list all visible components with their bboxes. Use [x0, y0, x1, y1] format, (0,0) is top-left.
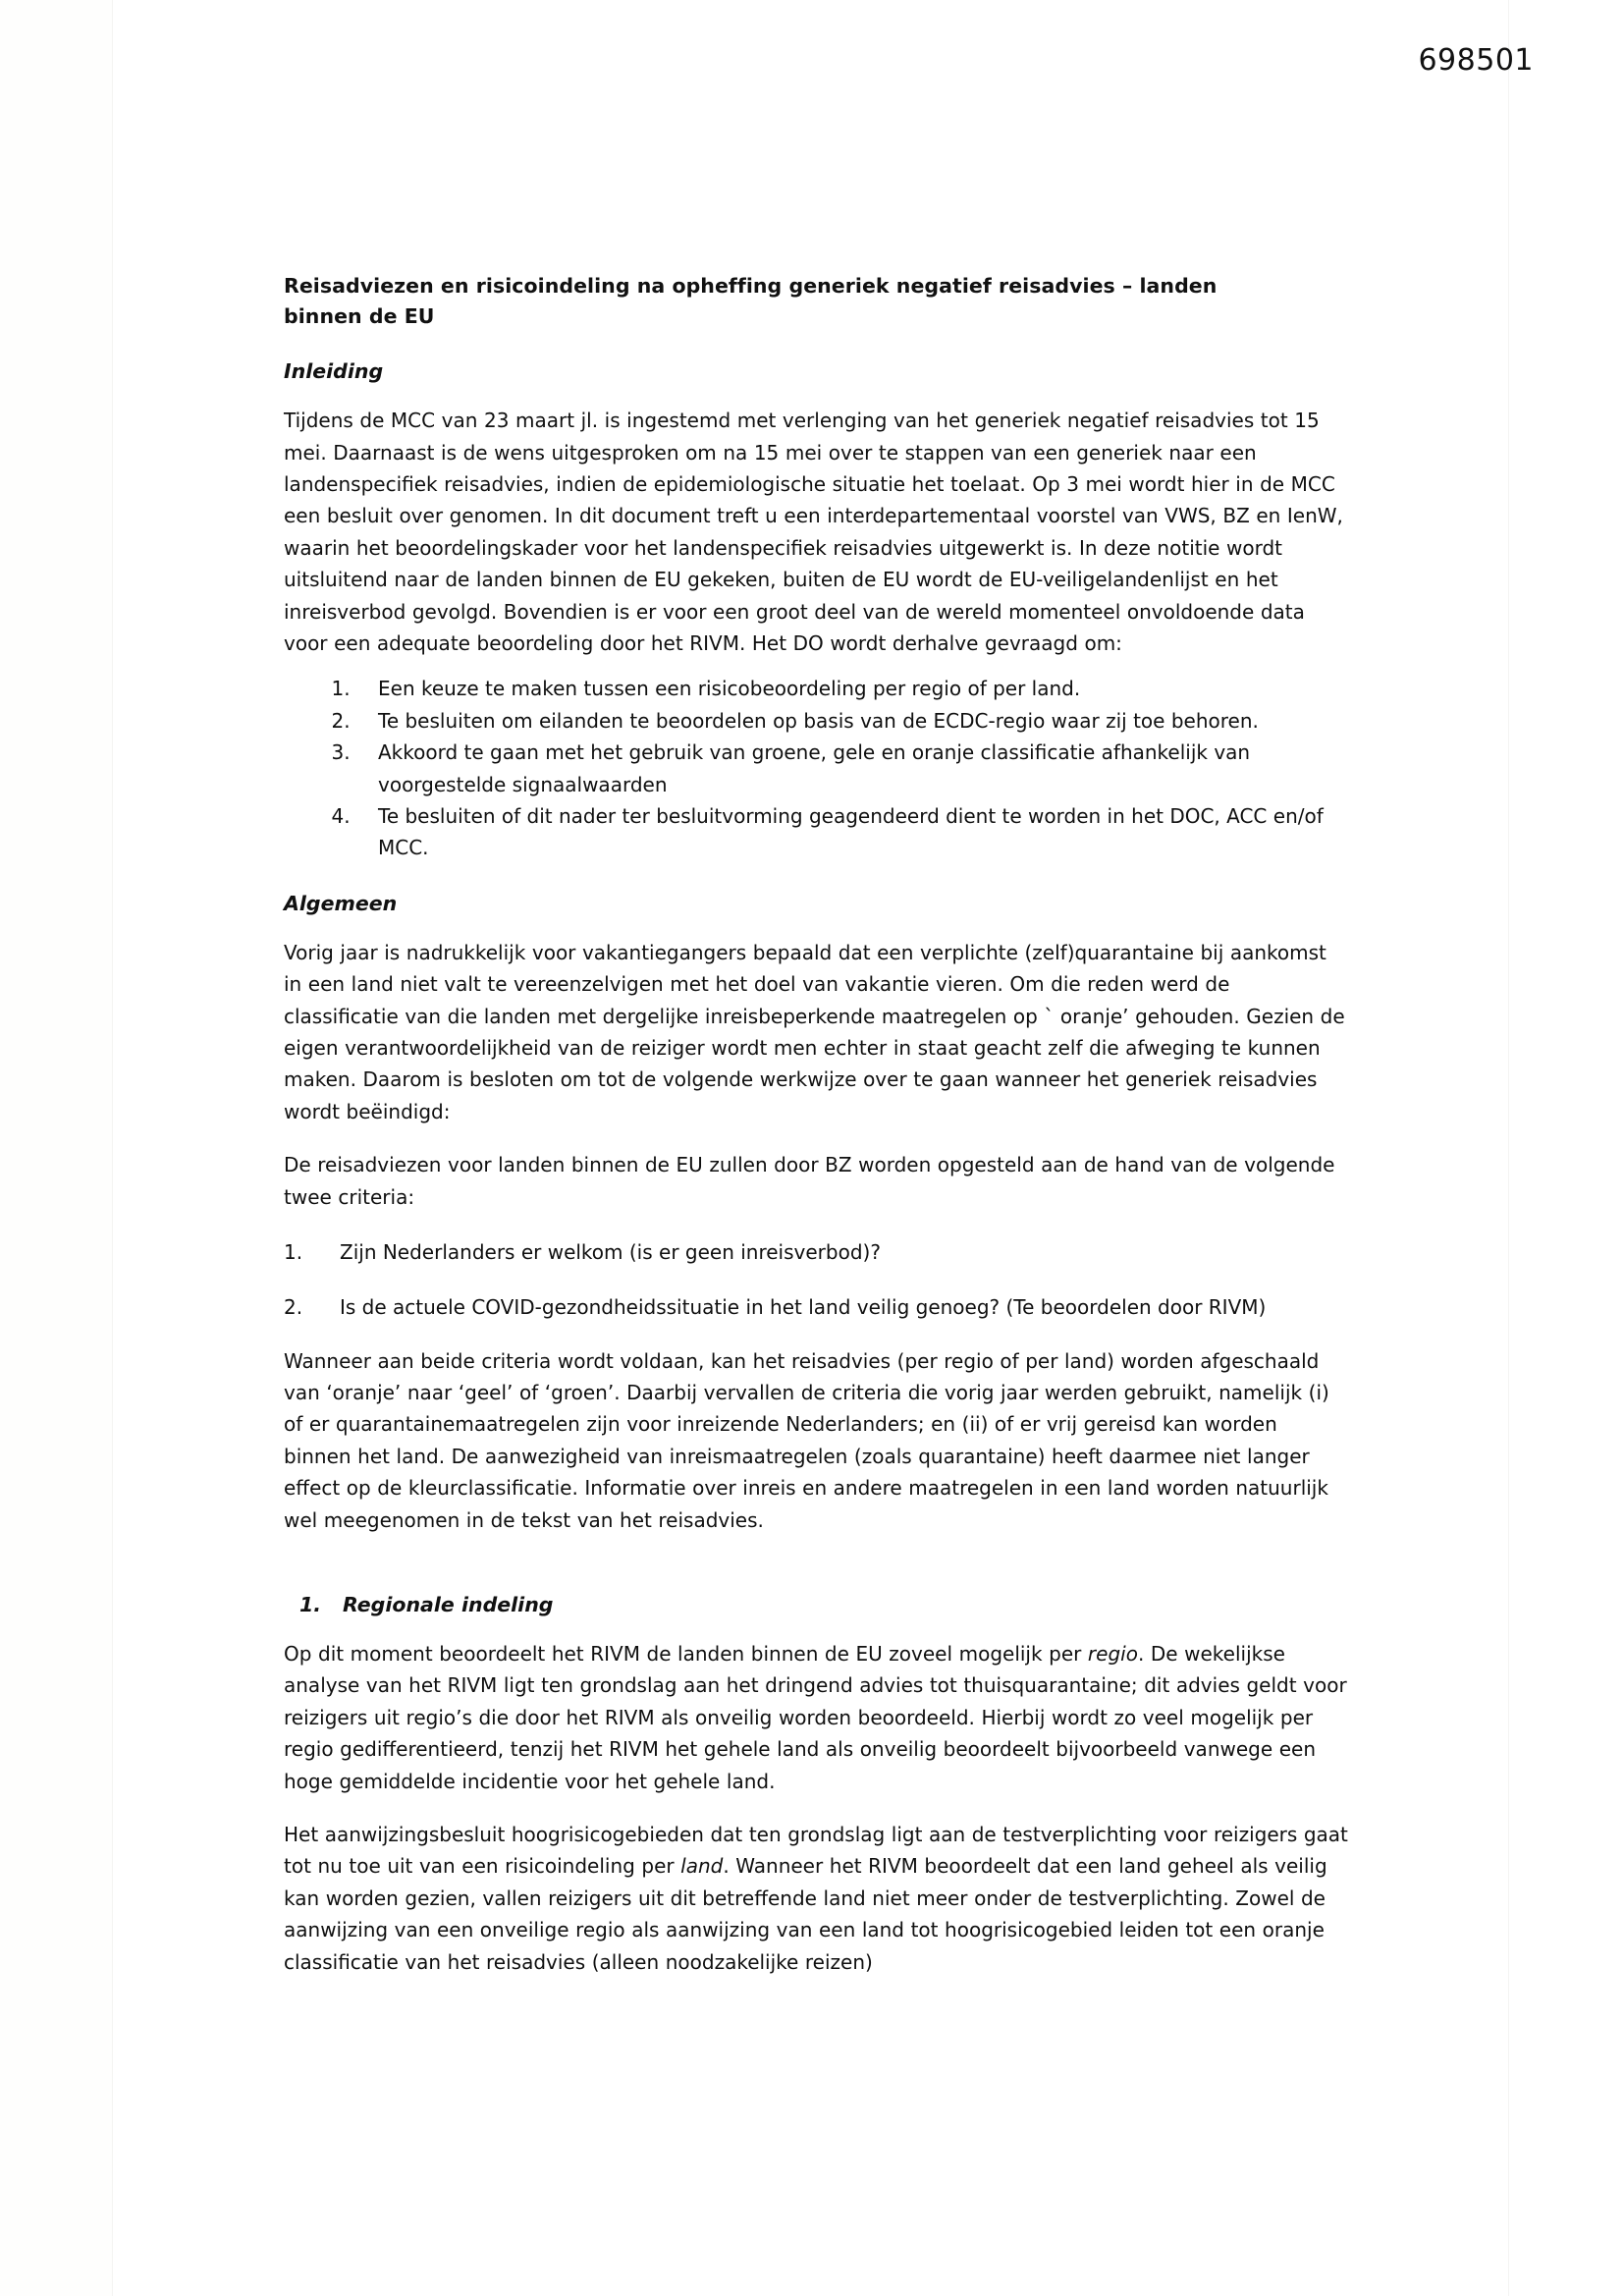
- section-heading-regionale-indeling: [284, 1593, 1350, 1616]
- regionale-paragraph-2-part-b: . Wanneer het RIVM beoordeelt dat een land geheel als veilig kan worden gezien, vallen reizigers uit dit betreffende land niet meer onder de testverplichting. Zowel de aanwijzing van een onveilige regio als aanwijzing van een land tot hoogrisicogebied leiden tot een oranje classificatie van het reisadvies (alleen noodzakelijke reizen): [284, 1854, 1327, 1974]
- criterion-text: Zijn Nederlanders er welkom (is er geen inreisverbod)?: [340, 1239, 881, 1264]
- section-number: 1.: [299, 1593, 322, 1617]
- page-title: Reisadviezen en risicoindeling na opheffing generiek negatief reisadvies – landen binnen de EU: [284, 274, 1218, 329]
- regionale-paragraph-2: [284, 1819, 1350, 1978]
- list-item: 3. Akkoord te gaan met het gebruik van groene, gele en oranje classificatie afhankelijk van voorgestelde signaalwaarden: [356, 737, 1350, 800]
- regionale-paragraph-1: [284, 1638, 1350, 1797]
- list-item: 2. Te besluiten om eilanden te beoordelen op basis van de ECDC-regio waar zij toe behoren.: [356, 705, 1350, 737]
- criterion-text: Is de actuele COVID-gezondheidssituatie in het land veilig genoeg? (Te beoordelen door RIVM): [340, 1295, 1267, 1320]
- document-body: [284, 271, 1350, 1978]
- regionale-paragraph-2-emphasis: land: [680, 1854, 724, 1879]
- scan-margin-tint: [0, 0, 112, 2296]
- document-header-number: 698501: [1418, 43, 1534, 78]
- algemeen-paragraph-2: De reisadviezen voor landen binnen de EU zullen door BZ worden opgesteld aan de hand van de volgende twee criteria:: [284, 1153, 1335, 1209]
- section-heading-algemeen: Algemeen: [284, 891, 398, 915]
- regionale-paragraph-2-part-a: Het aanwijzingsbesluit hoogrisicogebieden dat ten grondslag ligt aan de testverplichting voor reizigers gaat tot nu toe uit van een risicoindeling per: [284, 1822, 1348, 1879]
- regionale-paragraph-1-emphasis: regio: [1087, 1642, 1138, 1667]
- criterion-number: 1.: [284, 1239, 303, 1264]
- list-item: 4. Te besluiten of dit nader ter besluitvorming geagendeerd dient te worden in het DOC, ACC en/of MCC.: [356, 800, 1350, 864]
- regionale-paragraph-1-part-b: . De wekelijkse analyse van het RIVM ligt ten grondslag aan het dringend advies tot thuisquarantaine; dit advies geldt voor reizigers uit regio’s die door het RIVM als onveilig worden beoordeeld. Hierbij wordt zo veel mogelijk per regio gedifferentieerd, tenzij het RIVM het gehele land als onveilig beoordeelt bijvoorbeeld vanwege een hoge gemiddelde incidentie voor het gehele land.: [284, 1642, 1347, 1793]
- inleiding-request-list: [284, 673, 1350, 863]
- list-item: 1. Een keuze te maken tussen een risicobeoordeling per regio of per land.: [356, 673, 1350, 704]
- criterion-item-2: [284, 1291, 1350, 1323]
- criterion-item-1: [284, 1236, 1350, 1268]
- section-heading-label: Regionale indeling: [343, 1593, 554, 1617]
- algemeen-paragraph-3: Wanneer aan beide criteria wordt voldaan, kan het reisadvies (per regio of per land) worden afgeschaald van ‘oranje’ naar ‘geel’ of ‘groen’. Daarbij vervallen de criteria die vorig jaar werden gebruikt, namelijk (i) of er quarantainemaatregelen zijn voor inreizende Nederlanders; en (ii) of er vrij gereisd kan worden binnen het land. De aanwezigheid van inreismaatregelen (zoals quarantaine) heeft daarmee niet langer effect op de kleurclassificatie. Informatie over inreis en andere maatregelen in een land worden natuurlijk wel meegenomen in de tekst van het reisadvies.: [284, 1348, 1329, 1532]
- inleiding-paragraph-1: Tijdens de MCC van 23 maart jl. is ingestemd met verlenging van het generiek negatief reisadvies tot 15 mei. Daarnaast is de wens uitgesproken om na 15 mei over te stappen van een generiek naar een landenspecifiek reisadvies, indien de epidemiologische situatie het toelaat. Op 3 mei wordt hier in de MCC een besluit over genomen. In dit document treft u een interdepartementaal voorstel van VWS, BZ en IenW, waarin het beoordelingskader voor het landenspecifiek reisadvies uitgewerkt is. In deze notitie wordt uitsluitend naar de landen binnen de EU gekeken, buiten de EU wordt de EU-veiligelandenlijst en het inreisverbod gevolgd. Bovendien is er voor een groot deel van de wereld momenteel onvoldoende data voor een adequate beoordeling door het RIVM. Het DO wordt derhalve gevraagd om:: [284, 409, 1343, 656]
- criterion-number: 2.: [284, 1295, 303, 1320]
- section-heading-inleiding: Inleiding: [284, 359, 384, 384]
- algemeen-paragraph-1: Vorig jaar is nadrukkelijk voor vakantiegangers bepaald dat een verplichte (zelf)quarantaine bij aankomst in een land niet valt te vereenzelvigen met het doel van vakantie vieren. Om die reden werd de classificatie van die landen met dergelijke inreisbeperkende maatregelen op ` oranje’ gehouden. Gezien de eigen verantwoordelijkheid van de reiziger wordt men echter in staat geacht zelf die afweging te kunnen maken. Daarom is besloten om tot de volgende werkwijze over te gaan wanneer het generiek reisadvies wordt beëindigd:: [284, 940, 1345, 1123]
- regionale-paragraph-1-part-a: Op dit moment beoordeelt het RIVM de landen binnen de EU zoveel mogelijk per: [284, 1642, 1088, 1667]
- page-edge-right: [1508, 0, 1509, 2296]
- page-edge-left: [112, 0, 113, 2296]
